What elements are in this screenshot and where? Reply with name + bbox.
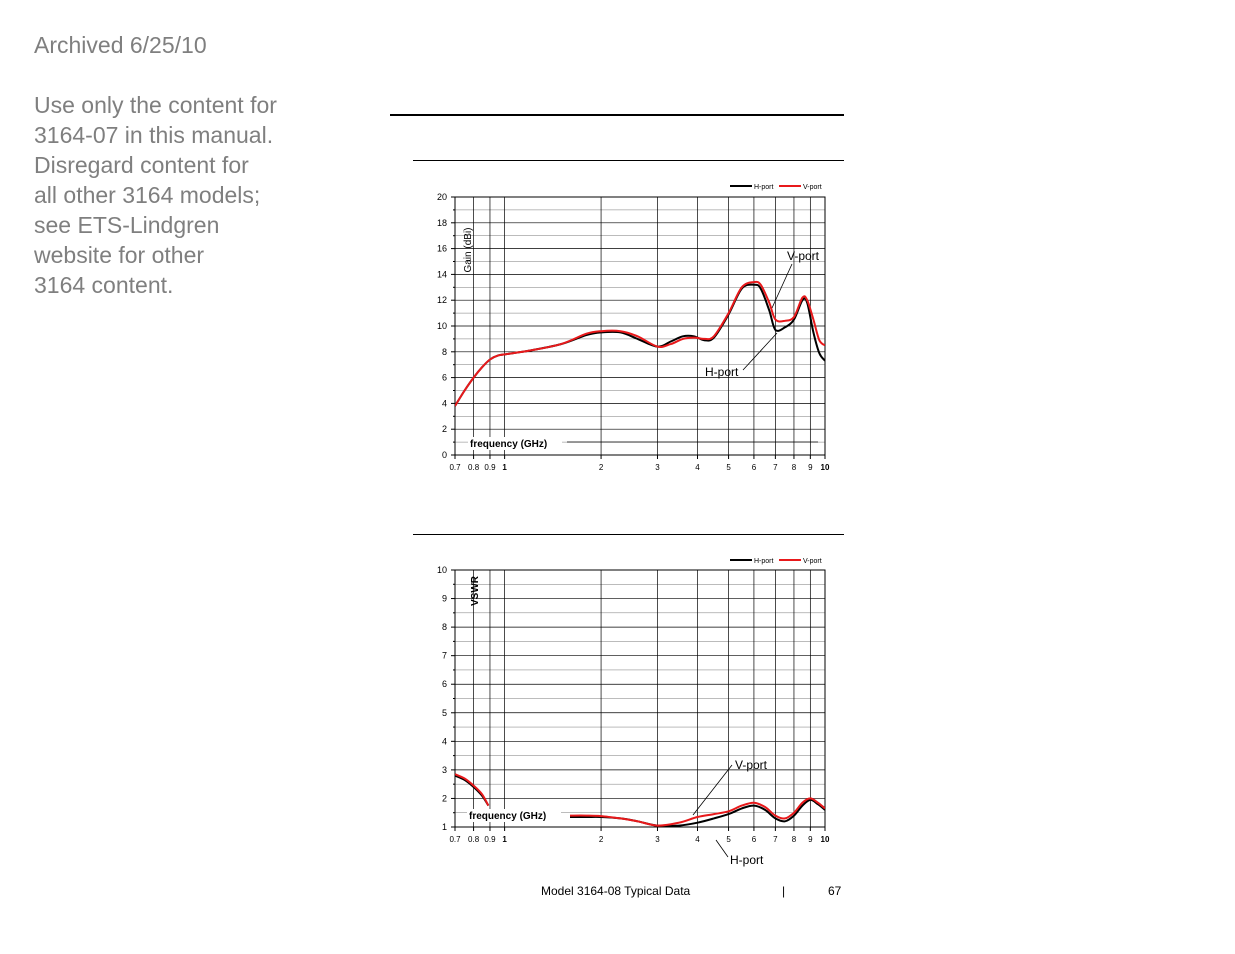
annotation-leader-v-port — [772, 264, 792, 308]
x-tick-label: 3 — [655, 463, 660, 472]
x-tick-label: 9 — [808, 835, 813, 844]
y-tick-label: 9 — [441, 593, 447, 604]
x-tick-label: 10 — [820, 463, 830, 472]
annotation-v-port: V-port — [787, 249, 820, 263]
page-number: 67 — [828, 884, 842, 898]
x-tick-label: 2 — [598, 835, 604, 844]
x-tick-label: 10 — [820, 835, 830, 844]
y-tick-label: 2 — [441, 793, 447, 804]
x-tick-label: 8 — [791, 463, 797, 472]
x-tick-label: 9 — [808, 463, 813, 472]
vswr-chart — [410, 545, 840, 875]
section-rule — [413, 534, 844, 535]
y-tick-label: 4 — [441, 398, 447, 409]
y-tick-label: 20 — [436, 192, 447, 202]
x-tick-label: 4 — [695, 463, 700, 472]
x-tick-label: 1 — [502, 835, 507, 844]
x-tick-label: 6 — [751, 463, 757, 472]
x-tick-label: 3 — [655, 835, 660, 844]
annotation-h-port: H-port — [730, 853, 764, 867]
y-tick-label: 0 — [441, 450, 447, 460]
section-rule — [413, 160, 844, 161]
annotation-v-port: V-port — [735, 758, 768, 772]
archive-line: 3164 content. — [34, 272, 174, 298]
legend-label-v-port: V-port — [803, 184, 822, 191]
y-tick-label: 6 — [441, 679, 447, 690]
x-tick-label: 7 — [773, 463, 778, 472]
x-axis-label: frequency (GHz) — [470, 439, 548, 450]
footer-separator: | — [782, 884, 786, 898]
x-tick-label: 8 — [791, 835, 797, 844]
x-tick-label: 5 — [726, 463, 731, 472]
archive-line: website for other — [34, 242, 205, 268]
header-rule — [390, 114, 844, 116]
y-tick-label: 4 — [441, 736, 447, 747]
footer-model: Model 3164-08 Typical Data — [541, 884, 691, 898]
y-axis-label: VSWR — [470, 576, 481, 606]
archive-notice — [34, 30, 334, 300]
x-tick-label: 0.8 — [468, 463, 480, 472]
v-port-line — [455, 774, 488, 805]
x-tick-label: 2 — [598, 463, 604, 472]
x-tick-label: 0.7 — [449, 463, 461, 472]
x-tick-label: 0.9 — [484, 463, 496, 472]
y-tick-label: 3 — [441, 764, 447, 775]
y-tick-label: 7 — [441, 650, 447, 661]
archive-title: Archived 6/25/10 — [34, 32, 207, 58]
legend-label-h-port: H-port — [754, 558, 774, 565]
y-tick-label: 2 — [441, 424, 447, 435]
y-tick-label: 6 — [441, 372, 447, 383]
legend-label-v-port: V-port — [803, 558, 822, 565]
y-tick-label: 18 — [436, 217, 447, 228]
archive-line: Disregard content for — [34, 152, 249, 178]
x-tick-label: 0.8 — [468, 835, 480, 844]
x-tick-label: 6 — [751, 835, 757, 844]
y-tick-label: 10 — [436, 565, 447, 575]
x-tick-label: 1 — [502, 463, 507, 472]
annotation-leader-v-port — [693, 765, 732, 815]
x-tick-label: 5 — [726, 835, 731, 844]
x-axis-label: frequency (GHz) — [469, 811, 547, 822]
archive-line: Use only the content for — [34, 92, 277, 118]
archive-line: 3164-07 in this manual. — [34, 122, 274, 148]
y-axis-label: Gain (dBi) — [463, 227, 474, 273]
y-tick-label: 8 — [441, 346, 447, 357]
archive-line: see ETS-Lindgren — [34, 212, 220, 238]
h-port-line — [455, 776, 488, 806]
y-tick-label: 8 — [441, 622, 447, 633]
y-tick-label: 5 — [441, 707, 447, 718]
y-tick-label: 14 — [436, 269, 447, 280]
y-tick-label: 1 — [441, 822, 447, 832]
y-tick-label: 16 — [436, 243, 447, 254]
x-tick-label: 7 — [773, 835, 778, 844]
archive-line: all other 3164 models; — [34, 182, 261, 208]
y-tick-label: 12 — [436, 295, 447, 306]
legend-label-h-port: H-port — [754, 184, 774, 191]
x-tick-label: 4 — [695, 835, 700, 844]
x-tick-label: 0.9 — [484, 835, 496, 844]
gain-chart — [410, 170, 840, 480]
y-tick-label: 10 — [436, 321, 447, 331]
x-tick-label: 0.7 — [449, 835, 461, 844]
annotation-h-port: H-port — [705, 365, 739, 379]
